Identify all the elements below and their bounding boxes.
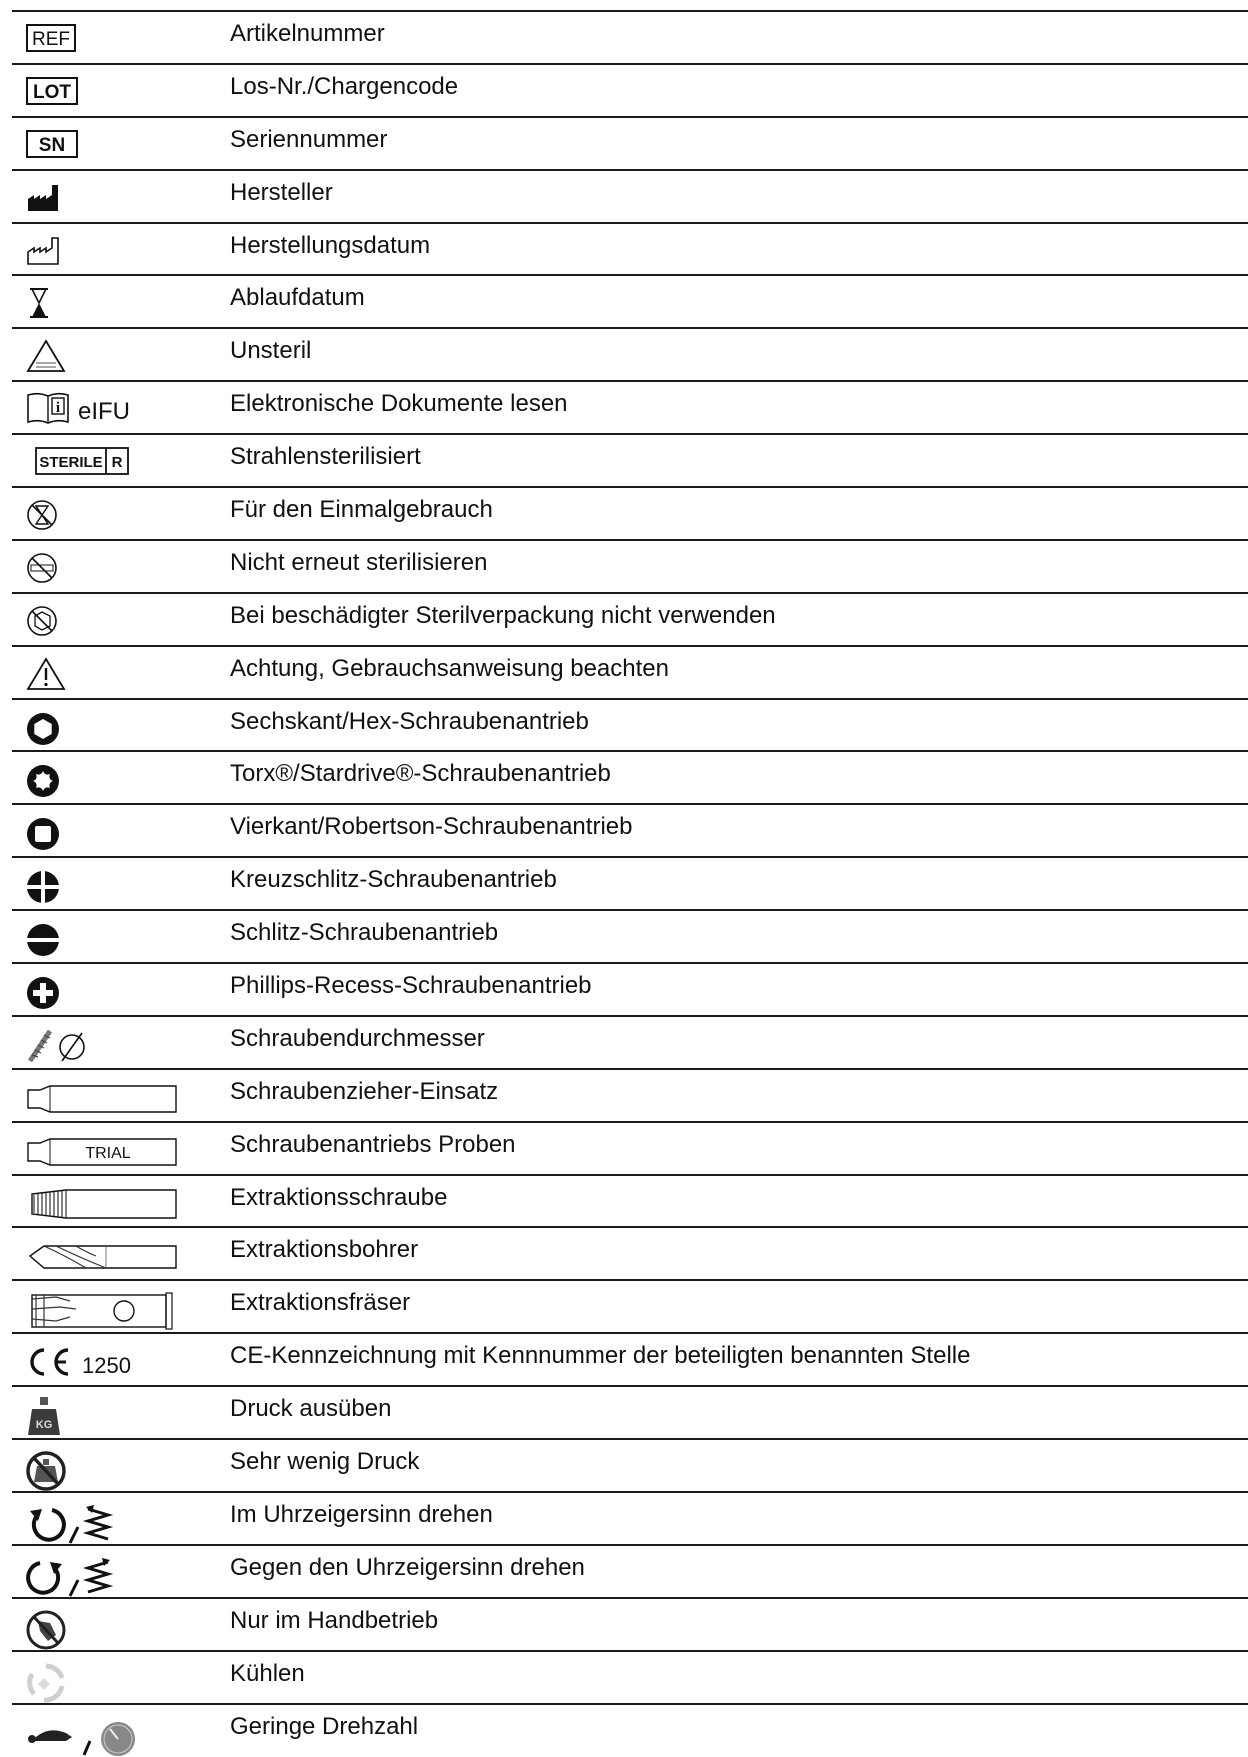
trial-bit-icon (26, 1133, 206, 1169)
svg-text:i: i (55, 400, 61, 417)
legend-row (12, 1544, 1248, 1597)
row-description: Extraktionsbohrer (230, 1236, 419, 1264)
row-description: Schraubenzieher-Einsatz (230, 1077, 499, 1105)
cooling-icon (26, 1662, 206, 1698)
sterile-r-label: R (111, 454, 123, 472)
row-description: Los-Nr./Chargencode (230, 72, 459, 100)
legend-row (12, 1597, 1248, 1650)
legend-row (12, 63, 1248, 116)
legend-row (12, 645, 1248, 698)
legend-row (12, 433, 1248, 486)
ce-mark-icon (26, 1344, 206, 1380)
row-description: Geringe Drehzahl (230, 1712, 419, 1740)
legend-row (12, 1015, 1248, 1068)
row-description: Nicht erneut sterilisieren (230, 548, 488, 576)
row-description: Torx®/Stardrive®-Schraubenantrieb (230, 760, 611, 788)
symbol-legend-table (12, 10, 1248, 1755)
trial-label: TRIAL (85, 1144, 131, 1162)
row-description: Unsteril (230, 337, 312, 365)
lot-label: LOT (33, 81, 71, 103)
lot-box-icon (26, 75, 206, 111)
row-description: Phillips-Recess-Schraubenantrieb (230, 972, 592, 1000)
square-drive-icon (26, 815, 206, 851)
row-description: Herstellungsdatum (230, 231, 431, 259)
ce-notified-body-number: 1250 (82, 1353, 131, 1379)
row-description: Im Uhrzeigersinn drehen (230, 1500, 493, 1528)
legend-row (12, 803, 1248, 856)
row-description: Für den Einmalgebrauch (230, 496, 493, 524)
caution-triangle-icon (26, 657, 206, 693)
low-speed-turtle-icon (26, 1715, 206, 1751)
torx-drive-icon (26, 762, 206, 798)
legend-row (12, 10, 1248, 63)
rotate-clockwise-icon (26, 1503, 206, 1539)
legend-row (12, 327, 1248, 380)
legend-row (12, 856, 1248, 909)
sterile-label: STERILE (39, 454, 103, 472)
legend-row (12, 1703, 1248, 1756)
row-description: Ablaufdatum (230, 284, 365, 312)
legend-row (12, 169, 1248, 222)
extraction-drill-icon (26, 1238, 206, 1274)
hex-drive-icon (26, 710, 206, 746)
row-description: Nur im Handbetrieb (230, 1606, 439, 1634)
legend-row (12, 962, 1248, 1015)
sterile-r-box-icon (26, 445, 206, 481)
screwdriver-bit-icon (26, 1080, 206, 1116)
legend-row (12, 1121, 1248, 1174)
row-description: Elektronische Dokumente lesen (230, 390, 568, 418)
row-description: Vierkant/Robertson-Schraubenantrieb (230, 813, 633, 841)
eifu-book-icon (26, 392, 206, 428)
row-description: Achtung, Gebrauchsanweisung beachten (230, 654, 669, 682)
row-description: Druck ausüben (230, 1395, 392, 1423)
row-description: Schraubendurchmesser (230, 1024, 485, 1052)
manufacture-date-factory-icon (26, 234, 206, 270)
extraction-reamer-icon (26, 1291, 206, 1327)
row-description: Strahlensterilisiert (230, 443, 421, 471)
manufacturer-factory-icon (26, 181, 206, 217)
legend-row (12, 222, 1248, 275)
sn-label: SN (38, 134, 66, 156)
row-description: Extraktionsfräser (230, 1289, 411, 1317)
manual-only-icon (26, 1609, 206, 1645)
ref-label: REF (32, 29, 70, 50)
legend-row (12, 1491, 1248, 1544)
sn-box-icon (26, 128, 206, 164)
legend-row (12, 1650, 1248, 1703)
row-description: Sehr wenig Druck (230, 1448, 420, 1476)
row-description: Kühlen (230, 1659, 305, 1687)
extraction-screw-icon (26, 1186, 206, 1222)
row-description: Schlitz-Schraubenantrieb (230, 919, 499, 947)
row-description: Hersteller (230, 178, 333, 206)
legend-row (12, 486, 1248, 539)
hourglass-icon (26, 286, 206, 322)
non-sterile-triangle-icon (26, 339, 206, 375)
legend-row (12, 1279, 1248, 1332)
legend-row (12, 116, 1248, 169)
do-not-resterilize-icon (26, 551, 206, 587)
no-weight-icon (26, 1450, 206, 1486)
legend-row (12, 1226, 1248, 1279)
svg-text:KG: KG (35, 1419, 53, 1432)
legend-row (12, 1068, 1248, 1121)
legend-row (12, 380, 1248, 433)
legend-row (12, 1438, 1248, 1491)
row-description: Extraktionsschraube (230, 1183, 448, 1211)
legend-row (12, 1174, 1248, 1227)
row-description: Gegen den Uhrzeigersinn drehen (230, 1553, 585, 1581)
row-description: Kreuzschlitz-Schraubenantrieb (230, 866, 557, 894)
ref-box-icon (26, 22, 206, 58)
rotate-counterclockwise-icon (26, 1556, 206, 1592)
legend-row (12, 1385, 1248, 1438)
legend-row (12, 698, 1248, 751)
legend-row (12, 909, 1248, 962)
row-description: Seriennummer (230, 125, 388, 153)
row-description: Sechskant/Hex-Schraubenantrieb (230, 707, 589, 735)
row-description: CE-Kennzeichnung mit Kennnummer der beteiligten benannten Stelle (230, 1342, 971, 1370)
slotted-drive-icon (26, 921, 206, 957)
legend-row (12, 274, 1248, 327)
legend-row (12, 539, 1248, 592)
legend-row (12, 592, 1248, 645)
row-description: Schraubenantriebs Proben (230, 1130, 516, 1158)
phillips-drive-icon (26, 974, 206, 1010)
cross-drive-icon (26, 868, 206, 904)
legend-row (12, 1332, 1248, 1385)
legend-row (12, 750, 1248, 803)
row-description: Artikelnummer (230, 20, 385, 47)
weight-kg-icon (26, 1397, 206, 1433)
single-use-icon (26, 498, 206, 534)
damaged-package-icon (26, 604, 206, 640)
eifu-label: eIFU (78, 398, 131, 426)
screw-diameter-icon (26, 1027, 206, 1063)
row-description: Bei beschädigter Sterilverpackung nicht verwenden (230, 601, 776, 629)
